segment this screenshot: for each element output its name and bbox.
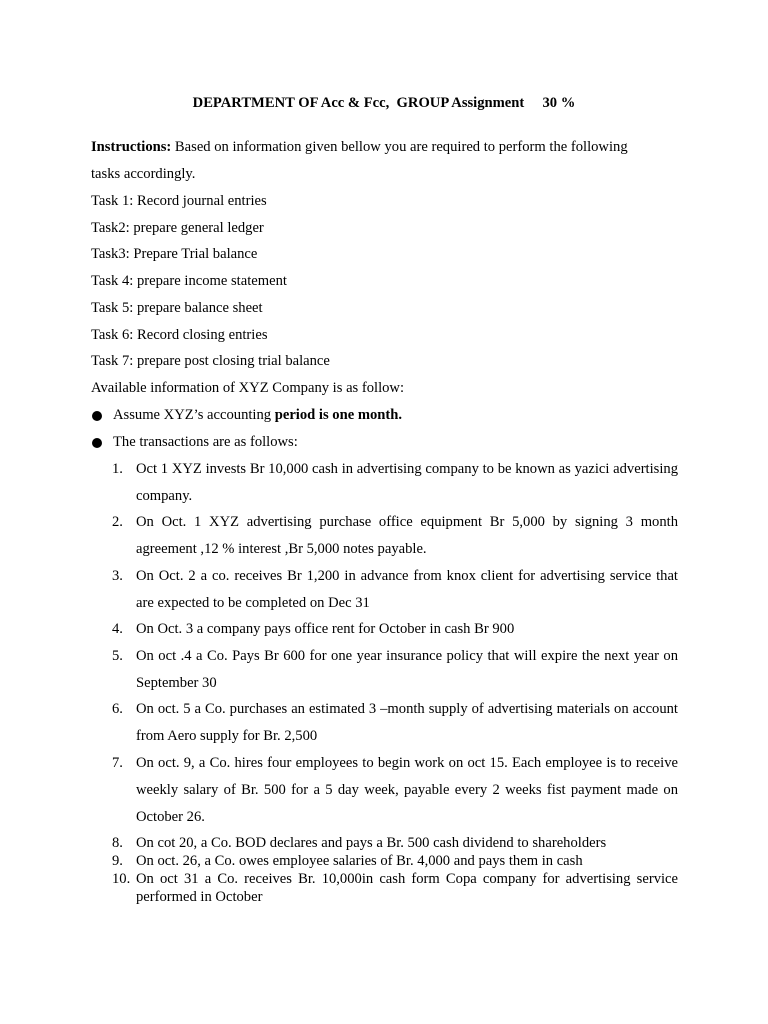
task-4: Task 4: prepare income statement	[91, 273, 287, 289]
instructions-line	[91, 137, 628, 157]
transaction-number: 4.	[112, 621, 123, 637]
transaction-number: 6.	[112, 701, 123, 717]
instructions-text-continued: tasks accordingly.	[91, 166, 196, 182]
transaction-number: 1.	[112, 461, 123, 477]
bullet-dot-icon	[92, 411, 102, 421]
task-3: Task3: Prepare Trial balance	[91, 246, 258, 262]
transaction-text: On oct 31 a Co. receives Br. 10,000in cash form Copa company for advertising service performed in October	[136, 871, 678, 905]
bullet-dot-icon	[92, 438, 102, 448]
transaction-text: On oct .4 a Co. Pays Br 600 for one year insurance policy that will expire the next year on September 30	[136, 648, 678, 691]
available-info-text: Available information of XYZ Company is as follow:	[91, 380, 405, 396]
transaction-text: On cot 20, a Co. BOD declares and pays a Br. 500 cash dividend to shareholders	[136, 835, 607, 851]
transaction-text: On oct. 5 a Co. purchases an estimated 3 –month supply of advertising materials on account from Aero supply for Br. 2,500	[136, 701, 678, 744]
transaction-text: Oct 1 XYZ invests Br 10,000 cash in advertising company to be known as yazici advertising company.	[136, 461, 678, 504]
transaction-number: 10.	[112, 871, 131, 887]
page-title: DEPARTMENT OF Acc & Fcc, GROUP Assignment 30 %	[192, 95, 576, 111]
task-1: Task 1: Record journal entries	[91, 193, 267, 209]
task-7: Task 7: prepare post closing trial balance	[91, 353, 330, 369]
transaction-text: On Oct. 1 XYZ advertising purchase office equipment Br 5,000 by signing 3 month agreement ,12 % interest ,Br 5,000 notes payable.	[136, 514, 678, 557]
transaction-number: 3.	[112, 568, 123, 584]
transaction-text: On Oct. 3 a company pays office rent for October in cash Br 900	[136, 621, 515, 637]
instructions-label: Instructions:	[91, 139, 172, 155]
transaction-number: 5.	[112, 648, 123, 664]
transaction-text: On oct. 26, a Co. owes employee salaries of Br. 4,000 and pays them in cash	[136, 853, 583, 869]
instructions-text: Based on information given bellow you are required to perform the following	[171, 139, 628, 155]
transaction-text: On oct. 9, a Co. hires four employees to begin work on oct 15. Each employee is to receive weekly salary of Br. 500 for a 5 day week, payable every 2 weeks fist payment made on October 26.	[136, 755, 678, 825]
transaction-number: 8.	[112, 835, 123, 851]
bullet-text: Assume XYZ’s accounting period is one month.	[113, 407, 403, 423]
transaction-text: On Oct. 2 a co. receives Br 1,200 in advance from knox client for advertising service that are expected to be completed on Dec 31	[136, 568, 678, 611]
transaction-number: 9.	[112, 853, 123, 869]
transaction-number: 2.	[112, 514, 123, 530]
task-6: Task 6: Record closing entries	[91, 327, 268, 343]
task-2: Task2: prepare general ledger	[91, 220, 264, 236]
transaction-number: 7.	[112, 755, 123, 771]
task-5: Task 5: prepare balance sheet	[91, 300, 263, 316]
bullet-text: The transactions are as follows:	[113, 434, 298, 450]
